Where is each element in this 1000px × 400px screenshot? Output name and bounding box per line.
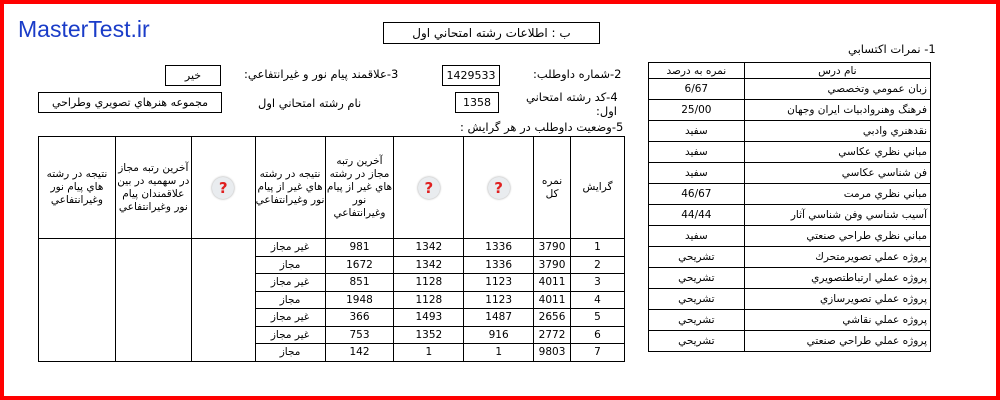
q1-cell: 1336 (464, 239, 534, 257)
header-course-name: نام درس (744, 63, 930, 79)
score-row (649, 289, 931, 310)
empty-cell (39, 239, 116, 362)
total-cell: 4011 (534, 291, 571, 309)
last-rank-cell: 1948 (325, 291, 394, 309)
last-rank-cell: 1672 (325, 256, 394, 274)
q2-cell: 1352 (394, 326, 464, 344)
total-cell: 9803 (534, 344, 571, 362)
score-cell: 6/67 (649, 79, 745, 100)
result-cell: غير مجاز (255, 274, 325, 292)
score-row (649, 268, 931, 289)
last-rank-cell: 753 (325, 326, 394, 344)
branch-cell: 2 (571, 256, 625, 274)
empty-cell (191, 239, 255, 362)
course-name-cell: فرهنگ وهنروادبيات ايران وجهان (744, 100, 930, 121)
header-branch: گرايش (571, 137, 625, 239)
course-name-cell: پروژه عملي تصويرمتحرك (744, 247, 930, 268)
branch-cell: 7 (571, 344, 625, 362)
result-cell: غير مجاز (255, 309, 325, 327)
score-cell: 46/67 (649, 184, 745, 205)
payamnoor-interest-label: 3-علاقمند پيام نور و غيرانتفاعي: (244, 67, 399, 81)
result-cell: غير مجاز (255, 326, 325, 344)
score-cell: تشريحي (649, 331, 745, 352)
course-name-cell: نقدهنري وادبي (744, 121, 930, 142)
course-name-cell: مباني نظري عكاسي (744, 142, 930, 163)
score-cell: تشريحي (649, 247, 745, 268)
field-code-value: 1358 (455, 92, 499, 113)
payamnoor-interest-value: خير (165, 65, 221, 86)
scores-heading: 1- نمرات اكتسابي (848, 42, 936, 56)
last-rank-cell: 142 (325, 344, 394, 362)
last-rank-cell: 851 (325, 274, 394, 292)
question-icon: ? (212, 177, 234, 199)
course-name-cell: زبان عمومي وتخصصي (744, 79, 930, 100)
q2-cell: 1 (394, 344, 464, 362)
score-row (649, 205, 931, 226)
score-row (649, 100, 931, 121)
score-cell: سفيد (649, 142, 745, 163)
section-title: ب : اطلاعات رشته امتحاني اول (383, 22, 600, 44)
total-cell: 2656 (534, 309, 571, 327)
score-row (649, 331, 931, 352)
question-icon: ? (418, 177, 440, 199)
score-cell: تشريحي (649, 289, 745, 310)
q2-cell: 1128 (394, 291, 464, 309)
header-result-nonpayamnoor: نتيجه در رشته هاي غير از پيام نور وغيرانتفاعي (255, 137, 325, 239)
last-rank-cell: 981 (325, 239, 394, 257)
q2-cell: 1342 (394, 239, 464, 257)
score-row (649, 310, 931, 331)
score-row (649, 247, 931, 268)
field-code-label-line2: اول: (596, 104, 617, 118)
course-name-cell: فن شناسي عكاسي (744, 163, 930, 184)
header-unknown-2 (394, 137, 464, 239)
score-cell: 44/44 (649, 205, 745, 226)
q1-cell: 1336 (464, 256, 534, 274)
score-row (649, 79, 931, 100)
header-unknown-3 (464, 137, 534, 239)
header-result-payamnoor: نتيجه در رشته هاي پيام نور وغيرانتفاعي (39, 137, 116, 239)
result-cell: مجاز (255, 344, 325, 362)
header-score-percent: نمره به درصد (649, 63, 745, 79)
result-cell: غير مجاز (255, 239, 325, 257)
score-cell: تشريحي (649, 310, 745, 331)
q1-cell: 1 (464, 344, 534, 362)
q2-cell: 1493 (394, 309, 464, 327)
branch-cell: 4 (571, 291, 625, 309)
field-code-label: 4-كد رشته امتحاني (526, 90, 618, 104)
candidate-number-value: 1429533 (442, 65, 500, 86)
q1-cell: 916 (464, 326, 534, 344)
score-row (649, 121, 931, 142)
header-unknown-1 (191, 137, 255, 239)
field-name-value: مجموعه هنرهاي تصويري وطراحي (38, 92, 222, 113)
course-name-cell: آسيب شناسي وفن شناسي آثار (744, 205, 930, 226)
course-name-cell: پروژه عملي تصويرسازي (744, 289, 930, 310)
last-rank-cell: 366 (325, 309, 394, 327)
question-icon: ? (488, 177, 510, 199)
score-row (649, 142, 931, 163)
score-cell: سفيد (649, 226, 745, 247)
site-brand: MasterTest.ir (18, 16, 150, 42)
header-last-rank-quota: آخرين رتبه مجاز در سهميه در بين علاقمندان پيام نور وغيرانتفاعي (115, 137, 191, 239)
total-cell: 2772 (534, 326, 571, 344)
branch-status-table (38, 136, 625, 362)
branch-cell: 6 (571, 326, 625, 344)
q1-cell: 1123 (464, 274, 534, 292)
course-name-cell: پروژه عملي ارتباطتصويري (744, 268, 930, 289)
q1-cell: 1123 (464, 291, 534, 309)
branch-cell: 5 (571, 309, 625, 327)
q2-cell: 1342 (394, 256, 464, 274)
course-name-cell: مباني نظري مرمت (744, 184, 930, 205)
score-row (649, 226, 931, 247)
score-cell: تشريحي (649, 268, 745, 289)
score-cell: سفيد (649, 163, 745, 184)
course-name-cell: پروژه عملي نقاشي (744, 310, 930, 331)
result-cell: مجاز (255, 256, 325, 274)
q1-cell: 1487 (464, 309, 534, 327)
header-last-rank-nonpayamnoor: آخرين رتبه مجاز در رشته هاي غير از پيام نور وغيرانتفاعي (325, 137, 394, 239)
score-row (649, 163, 931, 184)
field-name-label: نام رشته امتحاني اول (258, 96, 362, 110)
table-row (39, 239, 625, 257)
candidate-number-label: 2-شماره داوطلب: (533, 67, 622, 81)
scores-table (648, 62, 931, 352)
total-cell: 4011 (534, 274, 571, 292)
header-total-score: نمره كل (534, 137, 571, 239)
status-heading: 5-وضعيت داوطلب در هر گرايش : (460, 120, 624, 134)
empty-cell (115, 239, 191, 362)
total-cell: 3790 (534, 256, 571, 274)
total-cell: 3790 (534, 239, 571, 257)
q2-cell: 1128 (394, 274, 464, 292)
result-cell: مجاز (255, 291, 325, 309)
course-name-cell: پروژه عملي طراحي صنعتي (744, 331, 930, 352)
course-name-cell: مباني نظري طراحي صنعتي (744, 226, 930, 247)
score-cell: سفيد (649, 121, 745, 142)
score-row (649, 184, 931, 205)
branch-cell: 3 (571, 274, 625, 292)
branch-cell: 1 (571, 239, 625, 257)
score-cell: 25/00 (649, 100, 745, 121)
